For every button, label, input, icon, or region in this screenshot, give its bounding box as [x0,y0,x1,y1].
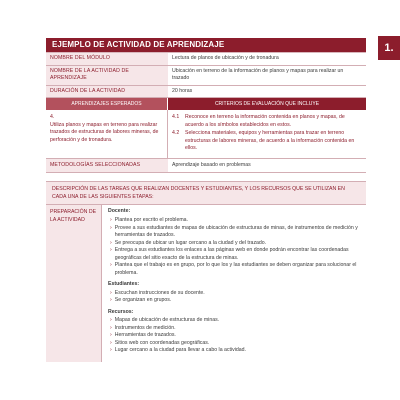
criterion-item [172,130,362,153]
bullet-arrow-icon: › [110,224,112,231]
expected-learning-cell [46,110,168,158]
document-title: EJEMPLO DE ACTIVIDAD DE APRENDIZAJE [46,38,366,53]
list-item: › Entrega a sus estudiantes los enlaces a las páginas web en donde podrán encontrar las coordenadas geográficas del sitio exacto de la estructura de minas. [110,247,349,261]
info-row-module [46,53,366,66]
list-item: › Lugar cercano a la ciudad para llevar a cabo la actividad. [110,347,246,354]
criterion-text: Reconoce en terreno la información contenida en planos y mapas, de acuerdo a los símbolos establecidos en estos. [185,114,345,128]
criteria-cell [168,110,366,158]
criteria-header: CRITERIOS DE EVALUACIÓN QUE INCLUYE [168,98,366,110]
list-item: › Herramientas de trazados. [110,332,176,339]
list-item: › Provee a sus estudiantes de mapas de ubicación de estructuras de minas, de instrumentos de medición y herramientas de trazados. [110,224,358,239]
preparation-row [46,205,366,362]
bullet-arrow-icon: › [110,216,112,223]
preparation-label: PREPARACIÓN DE LA ACTIVIDAD [46,205,102,362]
learning-criteria-row [46,110,366,159]
bullet-arrow-icon: › [110,297,112,304]
group-title: Docente: [108,208,131,215]
list-item: › Mapas de ubicación de estructuras de minas. [110,317,220,324]
page-number: 1. [378,36,400,60]
expected-learning-header: APRENDIZAJES ESPERADOS [46,98,168,110]
list-item: › Plantea que el trabajo es en grupo, por lo que los y las estudiantes se deben organizar para solucionar el problema. [110,262,357,276]
list-item: › Plantea por escrito el problema. [110,216,188,223]
bullet-arrow-icon: › [110,239,112,246]
bullet-arrow-icon: › [110,339,112,346]
list-item: › Se organizan en grupos. [110,297,172,304]
teacher-group [108,208,360,277]
bullet-arrow-icon: › [110,262,112,269]
criterion-item [172,114,362,129]
info-label: NOMBRE DE LA ACTIVIDAD DE APRENDIZAJE [46,66,168,85]
resources-group [108,309,360,355]
section-headers [46,98,366,110]
list-item: › Instrumentos de medición. [110,324,176,331]
list-item: › Se preocupa de ubicar un lugar cercano a la ciudad y del trazado. [110,239,267,246]
activity-document [46,38,366,362]
tasks-description-heading: DESCRIPCIÓN DE LAS TAREAS QUE REALIZAN DOCENTES Y ESTUDIANTES, Y LOS RECURSOS QUE SE UTILIZAN EN CADA UNA DE LAS SIGUIENTES ETAPAS: [46,181,366,205]
expected-learning-number: 4. [50,114,55,121]
criterion-number: 4.2 [172,130,180,137]
methodology-row [46,159,366,174]
bullet-arrow-icon: › [110,324,112,331]
info-label: DURACIÓN DE LA ACTIVIDAD [46,86,168,98]
bullet-arrow-icon: › [110,247,112,254]
info-value: Lectura de planos de ubicación y de tronadura [172,55,279,61]
info-value: 20 horas [172,87,193,94]
criterion-number: 4.1 [172,114,180,121]
students-group [108,281,360,305]
info-value: Ubicación en terreno de la información de planos y mapas para realizar un trazado [172,67,344,82]
list-item: › Escuchan instrucciones de su docente. [110,289,205,296]
criterion-text: Selecciona materiales, equipos y herramientas para trazar en terreno estructuras de labores mineras, de acuerdo a la información contenida en ellos. [185,130,355,152]
info-label: NOMBRE DEL MÓDULO [46,53,168,65]
bullet-arrow-icon: › [110,347,112,354]
expected-learning-text: Utiliza planos y mapas en terreno para realizar trazados de estructuras de labores mineras, de perforación y de tronadura. [50,121,159,143]
bullet-arrow-icon: › [110,332,112,339]
group-title: Estudiantes: [108,281,140,288]
methodology-value: Aprendizaje basado en problemas [172,161,251,168]
group-title: Recursos: [108,308,134,315]
list-item: › Sitios web con coordenadas geográficas. [110,339,210,346]
info-row-duration [46,86,366,99]
bullet-arrow-icon: › [110,289,112,296]
bullet-arrow-icon: › [110,317,112,324]
info-row-activity-name [46,66,366,86]
methodology-label: METODOLOGÍAS SELECCIONADAS [46,159,168,173]
preparation-content [102,205,366,362]
